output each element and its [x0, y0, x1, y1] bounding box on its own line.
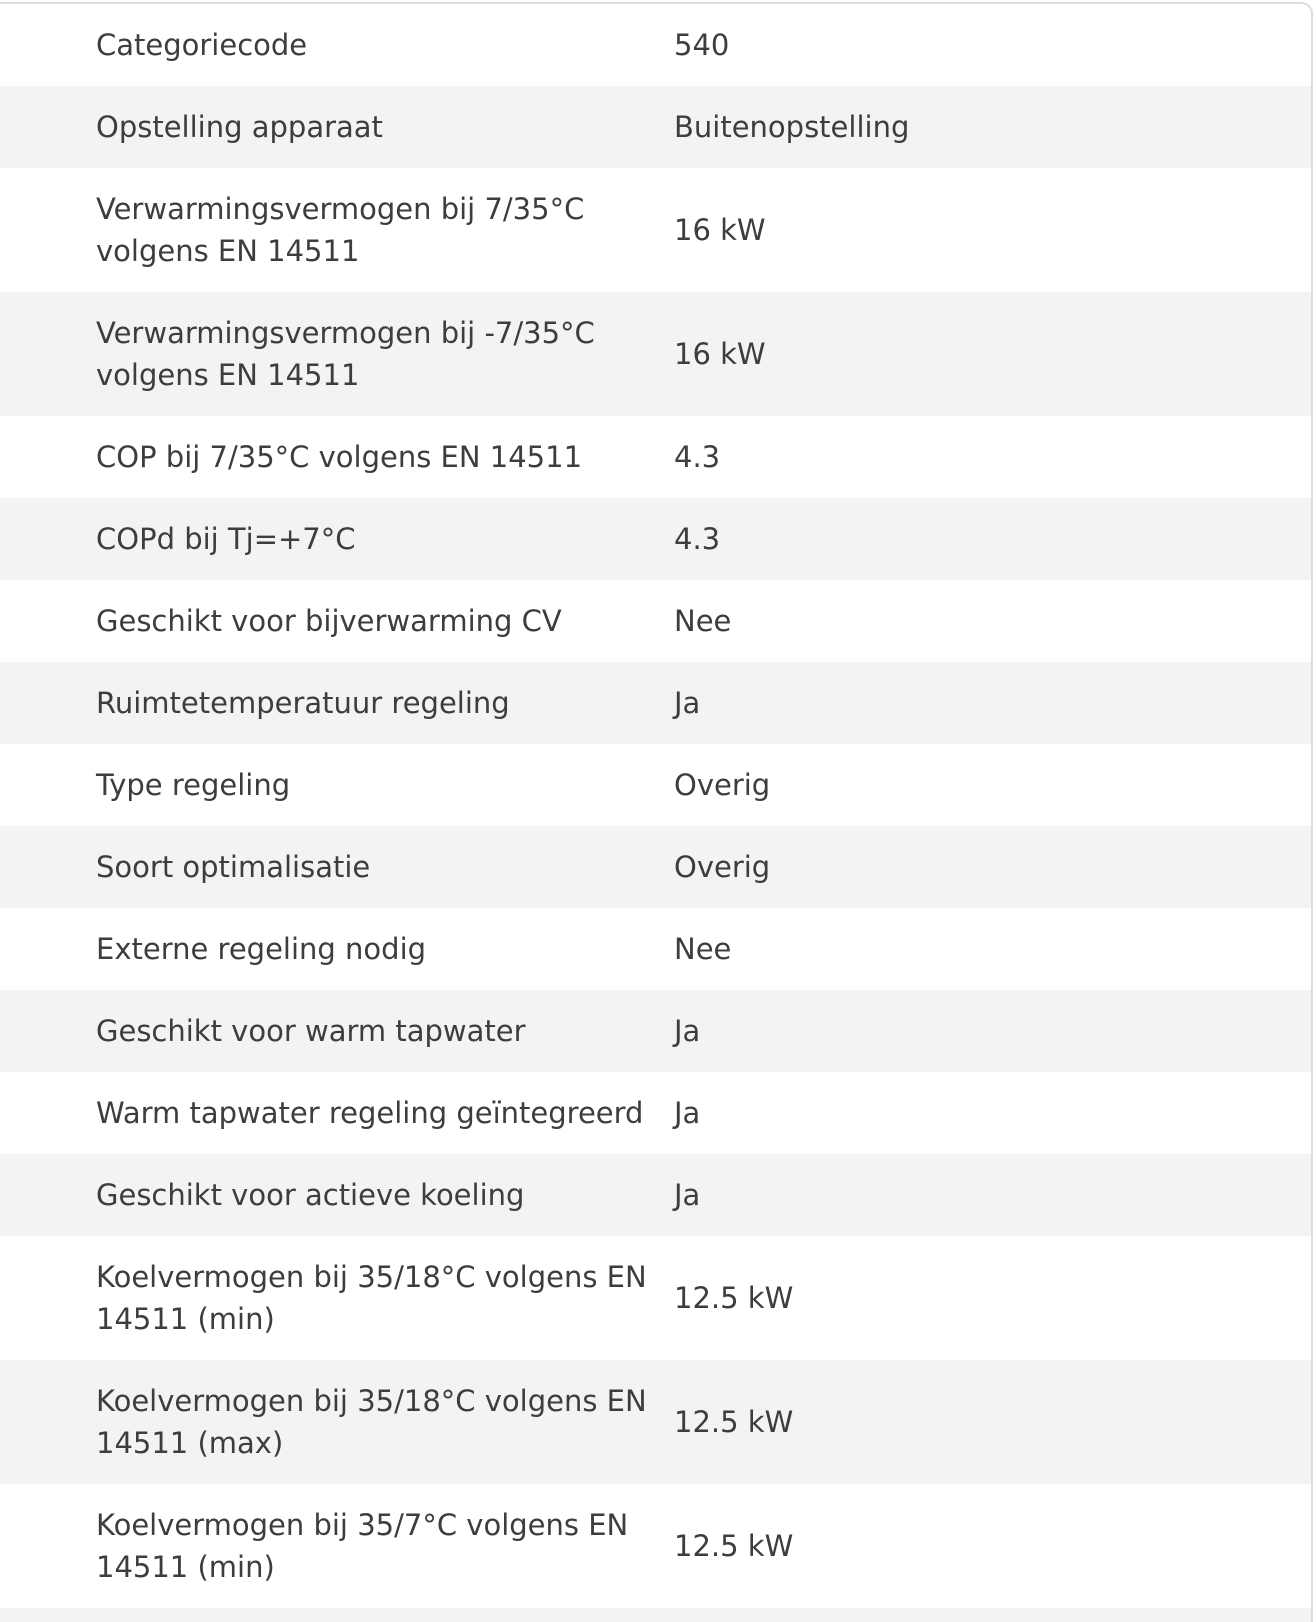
- spec-row-koelvermogen-35-18-max: [0, 1360, 1311, 1484]
- spec-value: [674, 1608, 1311, 1622]
- spec-value: Overig: [674, 768, 771, 802]
- spec-label: [0, 1608, 674, 1622]
- spec-row-type-regeling: [0, 744, 1311, 826]
- spec-label: Geschikt voor actieve koeling: [96, 1178, 525, 1212]
- spec-value: 4.3: [674, 522, 721, 556]
- spec-value: 540: [674, 28, 730, 62]
- spec-value: 12.5 kW: [674, 1405, 794, 1439]
- spec-row-bijverwarming-cv: [0, 580, 1311, 662]
- spec-label: Type regeling: [96, 768, 291, 802]
- spec-label: Geschikt voor bijverwarming CV: [96, 604, 562, 638]
- spec-row-warm-tapwater: [0, 990, 1311, 1072]
- spec-row-verwarmingsvermogen-min7-35: [0, 292, 1311, 416]
- spec-row-copd: [0, 498, 1311, 580]
- spec-value: Nee: [674, 604, 732, 638]
- spec-label: Externe regeling nodig: [96, 932, 427, 966]
- spec-value: Ja: [674, 1178, 701, 1212]
- spec-value: 12.5 kW: [674, 1281, 794, 1315]
- spec-value: 12.5 kW: [674, 1529, 794, 1563]
- spec-row-koelvermogen-35-18-min: [0, 1236, 1311, 1360]
- spec-label: Warm tapwater regeling geïntegreerd: [96, 1096, 644, 1130]
- spec-label: Opstelling apparaat: [96, 110, 383, 144]
- spec-value: 16 kW: [674, 213, 766, 247]
- spec-value: Ja: [674, 1096, 701, 1130]
- spec-value: Overig: [674, 850, 771, 884]
- spec-value: Ja: [674, 1014, 701, 1048]
- spec-row-cop: [0, 416, 1311, 498]
- spec-label: Soort optimalisatie: [96, 850, 371, 884]
- spec-row-externe-regeling: [0, 908, 1311, 990]
- spec-row-tapwater-regeling: [0, 1072, 1311, 1154]
- spec-row-verwarmingsvermogen-7-35: [0, 168, 1311, 292]
- spec-label: Verwarmingsvermogen bij 7/35°C volgens EN 14511: [96, 192, 585, 268]
- spec-row-ruimtetemperatuur-regeling: [0, 662, 1311, 744]
- spec-value: Nee: [674, 932, 732, 966]
- spec-label: Koelvermogen bij 35/7°C volgens EN 14511 (min): [96, 1508, 629, 1584]
- spec-row-next-partial: [0, 1608, 1311, 1622]
- specifications-panel: [0, 2, 1313, 1622]
- spec-label: COP bij 7/35°C volgens EN 14511: [96, 440, 583, 474]
- spec-row-opstelling-apparaat: [0, 86, 1311, 168]
- spec-label: Geschikt voor warm tapwater: [96, 1014, 526, 1048]
- spec-row-koelvermogen-35-7-min: [0, 1484, 1311, 1608]
- spec-value: Ja: [674, 686, 701, 720]
- specifications-table: [0, 4, 1311, 1622]
- spec-label: Ruimtetemperatuur regeling: [96, 686, 510, 720]
- spec-row-soort-optimalisatie: [0, 826, 1311, 908]
- spec-label: Koelvermogen bij 35/18°C volgens EN 14511 (min): [96, 1260, 647, 1336]
- spec-value: 16 kW: [674, 337, 766, 371]
- spec-row-actieve-koeling: [0, 1154, 1311, 1236]
- spec-label: Verwarmingsvermogen bij -7/35°C volgens EN 14511: [96, 316, 595, 392]
- spec-value: 4.3: [674, 440, 721, 474]
- spec-label: COPd bij Tj=+7°C: [96, 522, 356, 556]
- spec-row-categoriecode: [0, 4, 1311, 86]
- spec-label: Categoriecode: [96, 28, 308, 62]
- spec-label: Koelvermogen bij 35/18°C volgens EN 14511 (max): [96, 1384, 647, 1460]
- spec-value: Buitenopstelling: [674, 110, 910, 144]
